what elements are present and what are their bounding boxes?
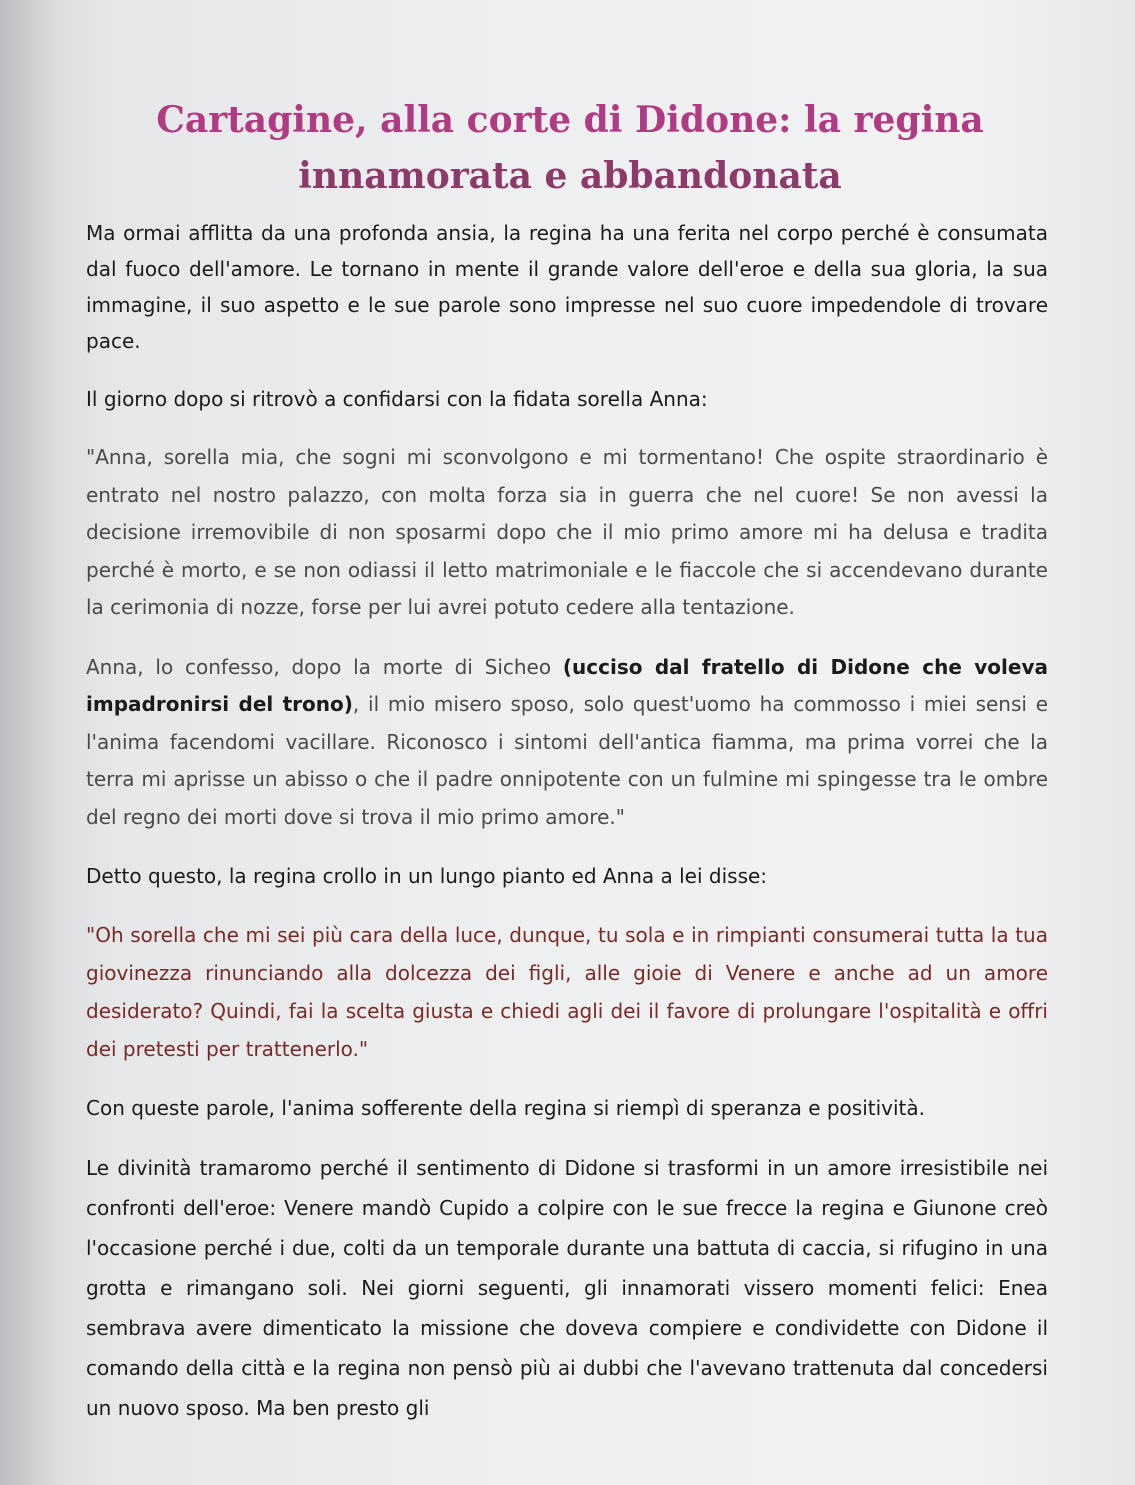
chapter-title-line-1: Cartagine, alla corte di Didone: la regina (156, 99, 984, 141)
paragraph-2: Il giorno dopo si ritrovò a confidarsi con la fidata sorella Anna: (86, 387, 708, 411)
paragraph-4-aside: (ucciso dal fratello di Didone che voleva impadronirsi del trono) (86, 654, 1048, 716)
paragraph-4-dido-speech (86, 649, 1048, 837)
paragraph-6-anna-speech: "Oh sorella che mi sei più cara della luce, dunque, tu sola e in rimpianti consumerai tutta la tua giovinezza rinunciando alla dolcezza dei figli, alle gioie di Venere e anche ad un amore desiderato? Quindi, fai la scelta giusta e chiedi agli dei il favore di prolungare l'ospitalità e offri dei pretesti per trattenerlo." (86, 923, 1048, 1061)
paragraph-1: Ma ormai afflitta da una profonda ansia, la regina ha una ferita nel corpo perché è consumata dal fuoco dell'amore. Le tornano in mente il grande valore dell'eroe e della sua gloria, la sua immagine, il suo aspetto e le sue parole sono impresse nel suo cuore impedendole di trovare pace. (86, 221, 1048, 353)
paragraph-3-dido-speech: "Anna, sorella mia, che sogni mi sconvolgono e mi tormentano! Che ospite straordinario è entrato nel nostro palazzo, con molta forza sia in guerra che nel cuore! Se non avessi la decisione irremovibile di non sposarmi dopo che il mio primo amore mi ha delusa e tradita perché è morto, e se non odiassi il letto matrimoniale e le fiaccole che si accendevano durante la cerimonia di nozze, forse per lui avrei potuto cedere alla tentazione. (86, 445, 1048, 619)
paragraph-4-end: , il mio misero sposo, solo quest'uomo ha commosso i miei sensi e l'anima facendomi vacillare. Riconosco i sintomi dell'antica fiamma, ma prima vorrei che la terra mi aprisse un abisso o che il padre onnipotente con un fulmine mi spingesse tra le ombre del regno dei morti dove si trova il mio primo amore." (86, 692, 1049, 829)
paragraph-7: Con queste parole, l'anima sofferente della regina si riempì di speranza e positività. (86, 1096, 926, 1120)
paragraph-8: Le divinità tramaromo perché il sentimento di Didone si trasformi in un amore irresistibile nei confronti dell'eroe: Venere mandò Cupido a colpire con le sue frecce la regina e Giunone creò l'occasione perché i due, colti da un temporale durante una battuta di caccia, si rifugino in una grotta e rimangano soli. Nei giorni seguenti, gli innamorati vissero momenti felici: Enea sembrava avere dimenticato la missione che doveva compiere e condividette con Didone il comando della città e la regina non pensò più ai dubbi che l'avevano trattenuta dal concedersi un nuovo sposo. Ma ben presto gli (86, 1156, 1048, 1420)
chapter-title (80, 92, 1060, 204)
page-body (86, 215, 1048, 1450)
chapter-title-line-2: innamorata e abbandonata (298, 155, 842, 197)
paragraph-5: Detto questo, la regina crollo in un lungo pianto ed Anna a lei disse: (86, 864, 768, 888)
paragraph-4-start: Anna, lo confesso, dopo la morte di Sicheo (86, 654, 563, 679)
page-edge-shadow (0, 0, 60, 1485)
